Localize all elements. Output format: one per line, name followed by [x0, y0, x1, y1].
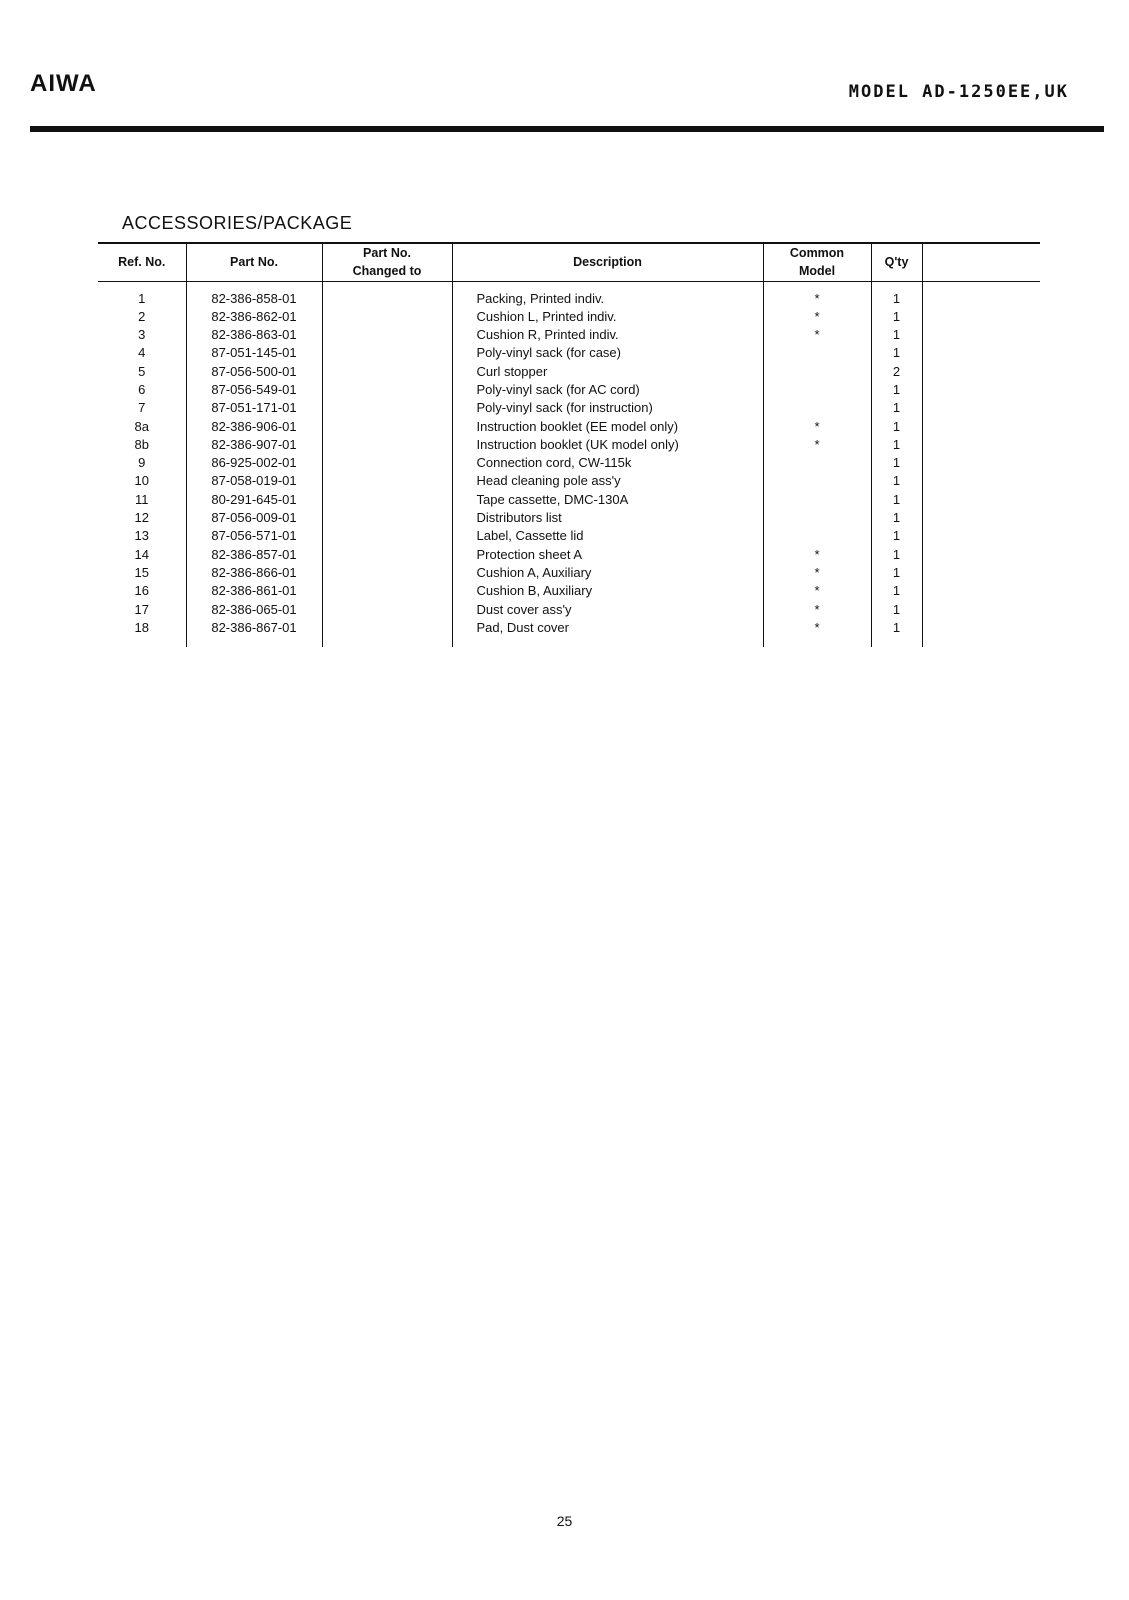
- col-header-common-line1: Common: [789, 246, 845, 261]
- part-no-cell: 82-386-907-01: [186, 436, 322, 454]
- brand-logo: AIWA: [30, 70, 97, 97]
- blank-cell: [922, 436, 1040, 454]
- common-model-cell: *: [763, 619, 871, 637]
- qty-cell: 1: [871, 546, 922, 564]
- qty-cell: 1: [871, 418, 922, 436]
- qty-cell: 2: [871, 363, 922, 381]
- tail-cell: [763, 637, 871, 647]
- changed-to-cell: [322, 418, 452, 436]
- blank-cell: [922, 381, 1040, 399]
- changed-to-cell: [322, 472, 452, 490]
- qty-cell: 1: [871, 308, 922, 326]
- part-no-cell: 82-386-861-01: [186, 582, 322, 600]
- ref-cell: 5: [98, 363, 186, 381]
- common-model-cell: [763, 399, 871, 417]
- col-header-part-no: Part No.: [186, 243, 322, 281]
- description-cell: Dust cover ass'y: [452, 601, 763, 619]
- description-cell: Instruction booklet (UK model only): [452, 436, 763, 454]
- common-model-cell: *: [763, 281, 871, 308]
- part-no-cell: 87-058-019-01: [186, 472, 322, 490]
- common-model-cell: *: [763, 601, 871, 619]
- table-row: [98, 564, 1040, 582]
- qty-cell: 1: [871, 326, 922, 344]
- changed-to-cell: [322, 454, 452, 472]
- ref-cell: 12: [98, 509, 186, 527]
- tail-cell: [186, 637, 322, 647]
- ref-cell: 9: [98, 454, 186, 472]
- changed-to-cell: [322, 436, 452, 454]
- blank-cell: [922, 601, 1040, 619]
- changed-to-cell: [322, 491, 452, 509]
- part-no-cell: 82-386-906-01: [186, 418, 322, 436]
- blank-cell: [922, 582, 1040, 600]
- changed-to-cell: [322, 363, 452, 381]
- tail-cell: [452, 637, 763, 647]
- common-model-cell: [763, 381, 871, 399]
- common-model-cell: [763, 363, 871, 381]
- changed-to-cell: [322, 308, 452, 326]
- common-model-cell: [763, 509, 871, 527]
- description-cell: Label, Cassette lid: [452, 527, 763, 545]
- ref-cell: 3: [98, 326, 186, 344]
- model-title: MODEL AD-1250EE,UK: [848, 82, 1069, 102]
- ref-cell: 18: [98, 619, 186, 637]
- description-cell: Connection cord, CW-115k: [452, 454, 763, 472]
- changed-to-cell: [322, 381, 452, 399]
- blank-cell: [922, 472, 1040, 490]
- changed-to-cell: [322, 527, 452, 545]
- ref-cell: 7: [98, 399, 186, 417]
- table-row: [98, 546, 1040, 564]
- description-cell: Head cleaning pole ass'y: [452, 472, 763, 490]
- qty-cell: 1: [871, 472, 922, 490]
- qty-cell: 1: [871, 527, 922, 545]
- ref-cell: 16: [98, 582, 186, 600]
- table-row: [98, 509, 1040, 527]
- description-cell: Tape cassette, DMC-130A: [452, 491, 763, 509]
- col-header-blank: [922, 243, 1040, 281]
- common-model-cell: [763, 344, 871, 362]
- part-no-cell: 80-291-645-01: [186, 491, 322, 509]
- description-cell: Protection sheet A: [452, 546, 763, 564]
- parts-table: [98, 242, 1040, 647]
- col-header-common-model: [763, 243, 871, 281]
- col-header-changed-line2: Changed to: [352, 264, 422, 279]
- blank-cell: [922, 344, 1040, 362]
- blank-cell: [922, 418, 1040, 436]
- changed-to-cell: [322, 582, 452, 600]
- table-row: [98, 308, 1040, 326]
- qty-cell: 1: [871, 381, 922, 399]
- description-cell: Cushion A, Auxiliary: [452, 564, 763, 582]
- qty-cell: 1: [871, 564, 922, 582]
- description-cell: Distributors list: [452, 509, 763, 527]
- common-model-cell: *: [763, 418, 871, 436]
- col-header-description: Description: [452, 243, 763, 281]
- blank-cell: [922, 527, 1040, 545]
- changed-to-cell: [322, 399, 452, 417]
- qty-cell: 1: [871, 281, 922, 308]
- ref-cell: 4: [98, 344, 186, 362]
- blank-cell: [922, 546, 1040, 564]
- changed-to-cell: [322, 344, 452, 362]
- qty-cell: 1: [871, 399, 922, 417]
- col-header-qty: Q'ty: [871, 243, 922, 281]
- common-model-cell: *: [763, 582, 871, 600]
- changed-to-cell: [322, 281, 452, 308]
- changed-to-cell: [322, 619, 452, 637]
- changed-to-cell: [322, 546, 452, 564]
- blank-cell: [922, 564, 1040, 582]
- blank-cell: [922, 326, 1040, 344]
- description-cell: Instruction booklet (EE model only): [452, 418, 763, 436]
- col-header-changed-line1: Part No.: [363, 246, 411, 261]
- part-no-cell: 82-386-866-01: [186, 564, 322, 582]
- description-cell: Packing, Printed indiv.: [452, 281, 763, 308]
- page-number: 25: [556, 1513, 573, 1529]
- ref-cell: 17: [98, 601, 186, 619]
- blank-cell: [922, 363, 1040, 381]
- tail-cell: [322, 637, 452, 647]
- table-row: [98, 381, 1040, 399]
- changed-to-cell: [322, 601, 452, 619]
- header-rule: [30, 126, 1104, 132]
- table-row: [98, 454, 1040, 472]
- blank-cell: [922, 308, 1040, 326]
- table-row: [98, 619, 1040, 637]
- common-model-cell: [763, 491, 871, 509]
- table-row: [98, 491, 1040, 509]
- tail-cell: [871, 637, 922, 647]
- ref-cell: 15: [98, 564, 186, 582]
- part-no-cell: 82-386-862-01: [186, 308, 322, 326]
- col-header-common-line2: Model: [798, 264, 836, 279]
- ref-cell: 10: [98, 472, 186, 490]
- tail-cell: [922, 637, 1040, 647]
- ref-cell: 8b: [98, 436, 186, 454]
- common-model-cell: [763, 527, 871, 545]
- description-cell: Cushion B, Auxiliary: [452, 582, 763, 600]
- qty-cell: 1: [871, 601, 922, 619]
- qty-cell: 1: [871, 454, 922, 472]
- part-no-cell: 87-056-549-01: [186, 381, 322, 399]
- common-model-cell: [763, 472, 871, 490]
- table-row: [98, 601, 1040, 619]
- qty-cell: 1: [871, 509, 922, 527]
- ref-cell: 13: [98, 527, 186, 545]
- table-row: [98, 326, 1040, 344]
- qty-cell: 1: [871, 491, 922, 509]
- part-no-cell: 82-386-857-01: [186, 546, 322, 564]
- blank-cell: [922, 454, 1040, 472]
- part-no-cell: 82-386-863-01: [186, 326, 322, 344]
- tail-cell: [98, 637, 186, 647]
- part-no-cell: 87-056-009-01: [186, 509, 322, 527]
- ref-cell: 11: [98, 491, 186, 509]
- qty-cell: 1: [871, 436, 922, 454]
- part-no-cell: 82-386-867-01: [186, 619, 322, 637]
- col-header-changed-to: [322, 243, 452, 281]
- table-row: [98, 418, 1040, 436]
- part-no-cell: 82-386-858-01: [186, 281, 322, 308]
- blank-cell: [922, 619, 1040, 637]
- ref-cell: 6: [98, 381, 186, 399]
- blank-cell: [922, 281, 1040, 308]
- common-model-cell: *: [763, 436, 871, 454]
- common-model-cell: [763, 454, 871, 472]
- part-no-cell: 82-386-065-01: [186, 601, 322, 619]
- table-row: [98, 436, 1040, 454]
- blank-cell: [922, 491, 1040, 509]
- table-row: [98, 363, 1040, 381]
- qty-cell: 1: [871, 344, 922, 362]
- table-header-row: [98, 243, 1040, 281]
- description-cell: Cushion L, Printed indiv.: [452, 308, 763, 326]
- part-no-cell: 87-056-571-01: [186, 527, 322, 545]
- part-no-cell: 87-051-171-01: [186, 399, 322, 417]
- ref-cell: 1: [98, 281, 186, 308]
- changed-to-cell: [322, 564, 452, 582]
- table-row: [98, 399, 1040, 417]
- ref-cell: 2: [98, 308, 186, 326]
- table-row: [98, 582, 1040, 600]
- part-no-cell: 87-051-145-01: [186, 344, 322, 362]
- description-cell: Poly-vinyl sack (for instruction): [452, 399, 763, 417]
- common-model-cell: *: [763, 546, 871, 564]
- section-title: ACCESSORIES/PACKAGE: [122, 213, 353, 233]
- changed-to-cell: [322, 509, 452, 527]
- description-cell: Poly-vinyl sack (for AC cord): [452, 381, 763, 399]
- table-row: [98, 472, 1040, 490]
- common-model-cell: *: [763, 308, 871, 326]
- ref-cell: 8a: [98, 418, 186, 436]
- table-tail-row: [98, 637, 1040, 647]
- changed-to-cell: [322, 326, 452, 344]
- common-model-cell: *: [763, 564, 871, 582]
- blank-cell: [922, 399, 1040, 417]
- qty-cell: 1: [871, 619, 922, 637]
- ref-cell: 14: [98, 546, 186, 564]
- table-row: [98, 527, 1040, 545]
- table-row: [98, 344, 1040, 362]
- table-row: [98, 281, 1040, 308]
- part-no-cell: 87-056-500-01: [186, 363, 322, 381]
- description-cell: Cushion R, Printed indiv.: [452, 326, 763, 344]
- col-header-ref: Ref. No.: [98, 243, 186, 281]
- common-model-cell: *: [763, 326, 871, 344]
- description-cell: Pad, Dust cover: [452, 619, 763, 637]
- description-cell: Curl stopper: [452, 363, 763, 381]
- description-cell: Poly-vinyl sack (for case): [452, 344, 763, 362]
- part-no-cell: 86-925-002-01: [186, 454, 322, 472]
- qty-cell: 1: [871, 582, 922, 600]
- blank-cell: [922, 509, 1040, 527]
